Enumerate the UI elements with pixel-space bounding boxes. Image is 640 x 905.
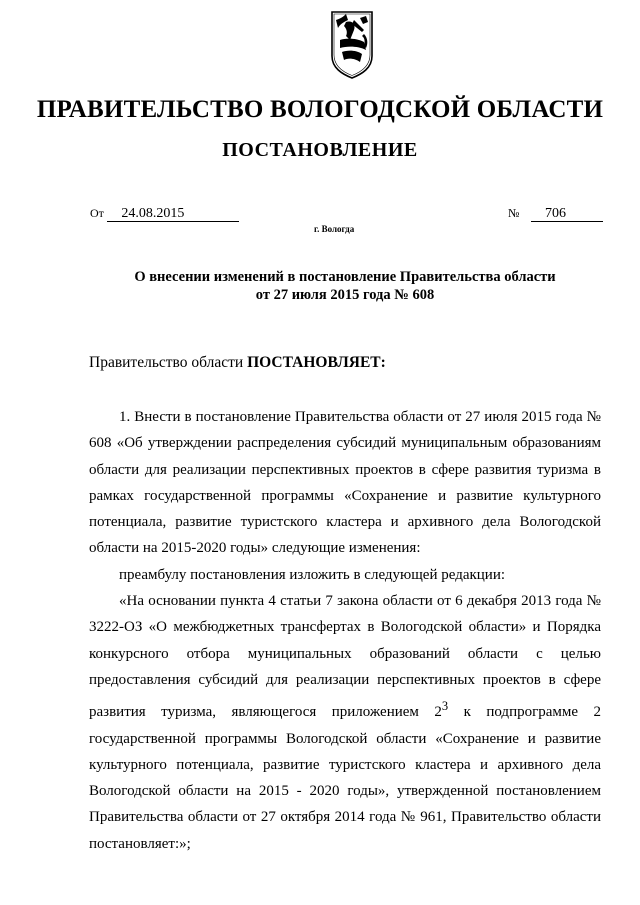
date-label: От <box>90 206 104 220</box>
quote-start: «На основании пункта 4 статьи 7 закона области от 6 декабря 2013 года № 3222-ОЗ «О межбюджетных трансфертах в Вологодской области» и Порядка конкурсного отбора муниципальных образований области с целью предоставления субсидий для реализации перспективных проектов в сфере развития туризма, являющегося приложением 2 <box>89 593 601 721</box>
preamble-prefix: Правительство области <box>89 354 244 371</box>
number-field <box>508 206 603 222</box>
subject-line-2: от 27 июля 2015 года № 608 <box>255 287 435 303</box>
document-type: ПОСТАНОВЛЕНИЕ <box>222 139 418 161</box>
preamble-line <box>89 354 386 372</box>
city-label: г. Вологда <box>314 224 355 234</box>
number-value: 706 <box>531 207 603 222</box>
quote-end: к подпрограмме 2 государственной программы Вологодской области «Сохранение и развитие культурного потенциала, развитие туристского кластера и архивного дела Вологодской области на 2015 - 2020 годы», утвержденной постановлением Правительства области от 27 октября 2014 года № 961, Правительство области постановляет:»; <box>89 704 602 852</box>
body-text <box>89 404 601 857</box>
government-title: ПРАВИТЕЛЬСТВО ВОЛОГОДСКОЙ ОБЛАСТИ <box>36 96 604 123</box>
vologda-coat-of-arms-icon <box>330 10 374 80</box>
number-label: № <box>508 206 520 220</box>
date-field <box>90 206 239 222</box>
paragraph-preamble-change: преамбулу постановления изложить в следующей редакции: <box>119 566 506 583</box>
subject-line-1: О внесении изменений в постановление Правительства области <box>134 269 556 285</box>
document-subject <box>0 268 640 304</box>
paragraph-quote <box>89 588 601 857</box>
quote-superscript: 3 <box>441 699 449 714</box>
decree-word: ПОСТАНОВЛЯЕТ: <box>247 354 386 371</box>
date-value: 24.08.2015 <box>107 207 239 222</box>
paragraph-item-1: 1. Внести в постановление Правительства области от 27 июля 2015 года № 608 «Об утверждении распределения субсидий муниципальным образованиям области для реализации перспективных проектов в сфере развития туризма в рамках государственной программы «Сохранение и развитие культурного потенциала, развитие туристского кластера и архивного дела Вологодской области на 2015-2020 годы» следующие изменения: <box>89 409 601 557</box>
